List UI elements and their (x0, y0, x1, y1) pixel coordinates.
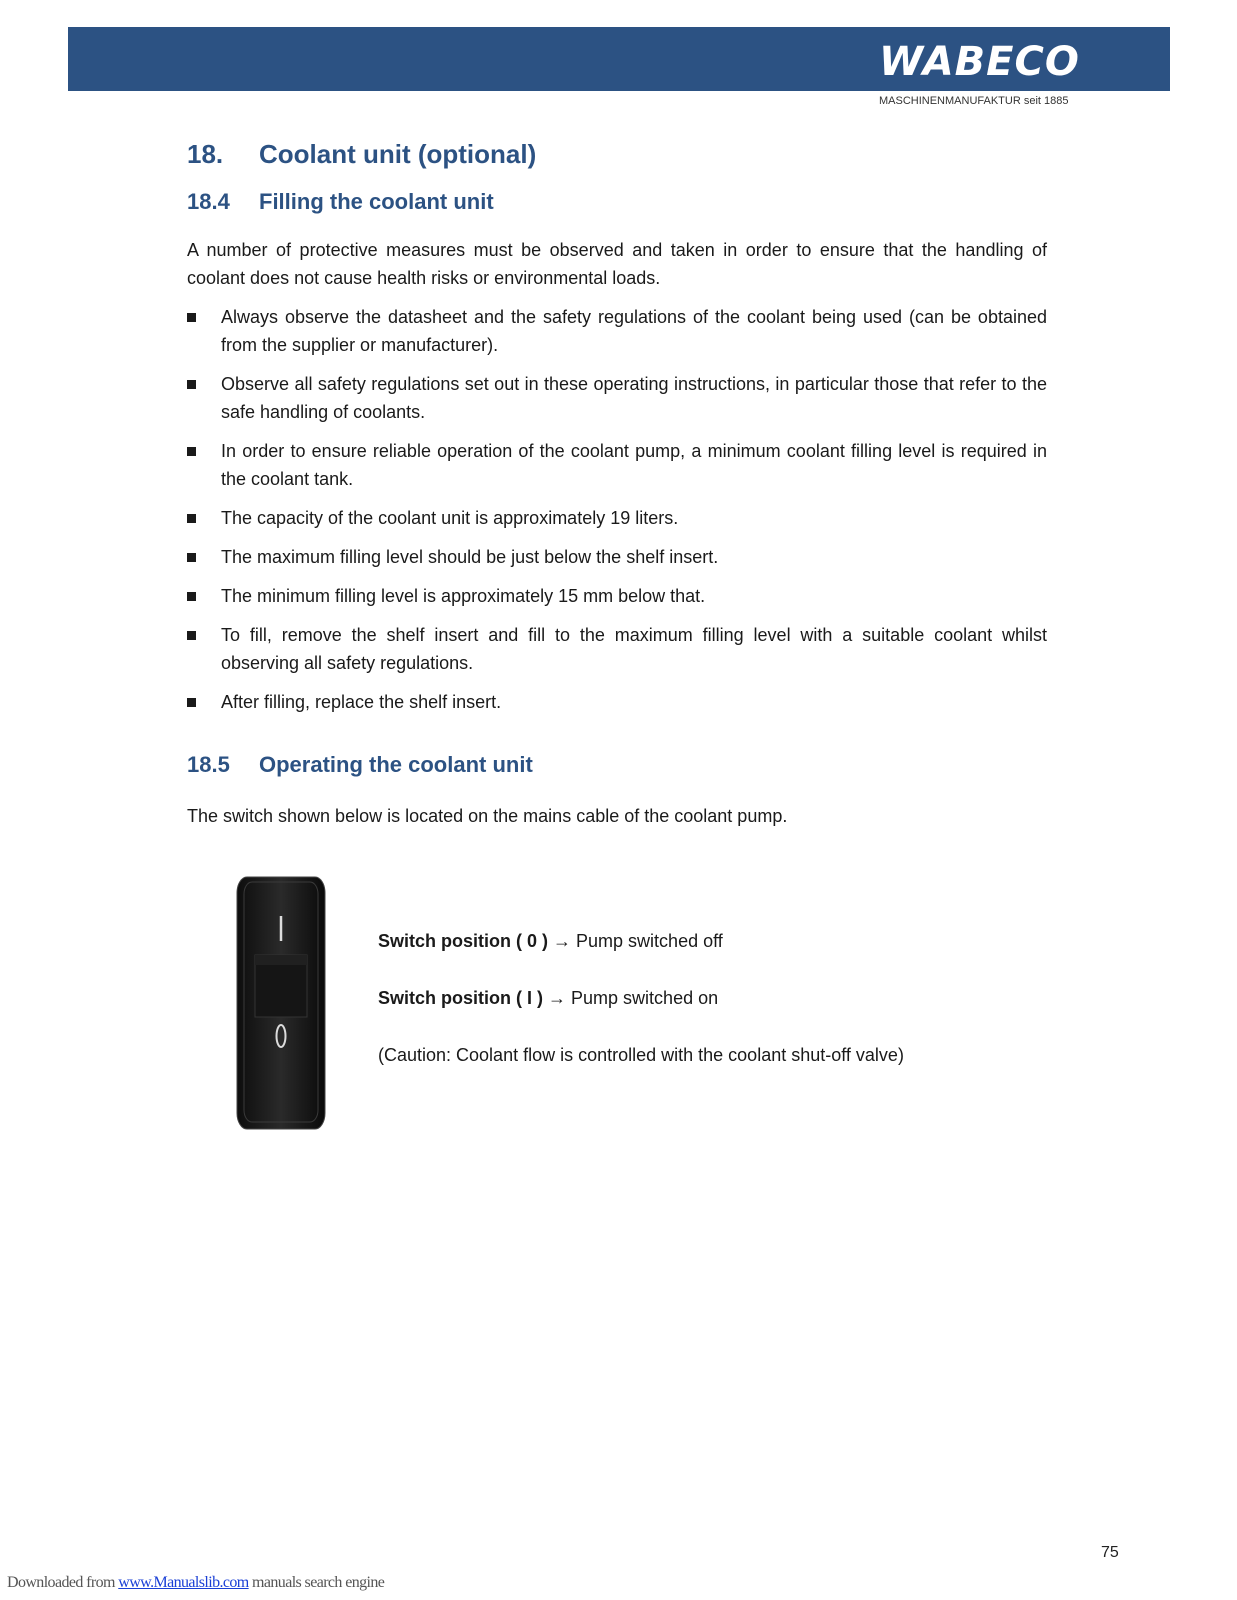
list-item (187, 303, 1047, 359)
switch-intro-paragraph: The switch shown below is located on the mains cable of the coolant pump. (187, 806, 788, 826)
subsection-heading-filling (187, 189, 494, 215)
bullet-square-icon (187, 553, 196, 562)
footer-suffix: manuals search engine (248, 1574, 385, 1591)
arrow-right-icon: → (548, 988, 567, 1008)
switch-off-line (378, 929, 723, 953)
subsection-title: Operating the coolant unit (259, 752, 533, 777)
manualslib-link[interactable]: www.Manualslib.com (118, 1574, 249, 1591)
switch-off-desc: Pump switched off (576, 931, 723, 951)
bullet-text: The minimum filling level is approximately 15 mm below that. (221, 586, 706, 606)
rocker-switch-image (236, 876, 328, 1131)
bullet-square-icon (187, 592, 196, 601)
safety-bullet-list (187, 303, 1047, 727)
switch-on-desc: Pump switched on (571, 988, 719, 1008)
section-number: 18. (187, 139, 224, 169)
arrow-right-icon: → (553, 931, 572, 951)
page-number: 75 (1101, 1544, 1119, 1561)
switch-illustration (236, 876, 328, 1131)
list-item (187, 370, 1047, 426)
logo-tagline: MASCHINENMANUFAKTUR seit 1885 (879, 95, 1069, 107)
bullet-text: After filling, replace the shelf insert. (221, 692, 502, 712)
bullet-text: Observe all safety regulations set out in these operating instructions, in particular those that refer to the safe handling of coolants. (221, 374, 1047, 422)
bullet-text: The maximum filling level should be just below the shelf insert. (221, 547, 719, 567)
bullet-square-icon (187, 698, 196, 707)
list-item (187, 437, 1047, 493)
bullet-square-icon (187, 447, 196, 456)
list-item (187, 504, 1047, 532)
bullet-text: In order to ensure reliable operation of the coolant pump, a minimum coolant filling level is required in the coolant tank. (221, 441, 1047, 489)
switch-caution: (Caution: Coolant flow is controlled with the coolant shut-off valve) (378, 1045, 904, 1065)
list-item (187, 543, 1047, 571)
footer-prefix: Downloaded from (7, 1574, 119, 1591)
wabeco-logo: WABECO (879, 39, 1080, 85)
download-footer (7, 1574, 384, 1592)
list-item (187, 688, 1047, 716)
section-heading (187, 139, 536, 170)
section-title: Coolant unit (optional) (259, 139, 537, 169)
bullet-square-icon (187, 514, 196, 523)
bullet-square-icon (187, 313, 196, 322)
switch-on-label: Switch position ( I ) (378, 988, 543, 1008)
subsection-title: Filling the coolant unit (259, 189, 494, 214)
switch-on-line (378, 986, 718, 1010)
bullet-square-icon (187, 631, 196, 640)
bullet-square-icon (187, 380, 196, 389)
list-item (187, 621, 1047, 677)
bullet-text: Always observe the datasheet and the safety regulations of the coolant being used (can be obtained from the supplier or manufacturer). (221, 307, 1047, 355)
subsection-number: 18.4 (187, 189, 230, 214)
subsection-heading-operating (187, 752, 533, 778)
bullet-text: The capacity of the coolant unit is approximately 19 liters. (221, 508, 679, 528)
bullet-text: To fill, remove the shelf insert and fill to the maximum filling level with a suitable coolant whilst observing all safety regulations. (221, 625, 1047, 673)
switch-off-label: Switch position ( 0 ) (378, 931, 548, 951)
list-item (187, 582, 1047, 610)
intro-paragraph: A number of protective measures must be observed and taken in order to ensure that the handling of coolant does not cause health risks or environmental loads. (187, 240, 1047, 288)
subsection-number: 18.5 (187, 752, 230, 777)
